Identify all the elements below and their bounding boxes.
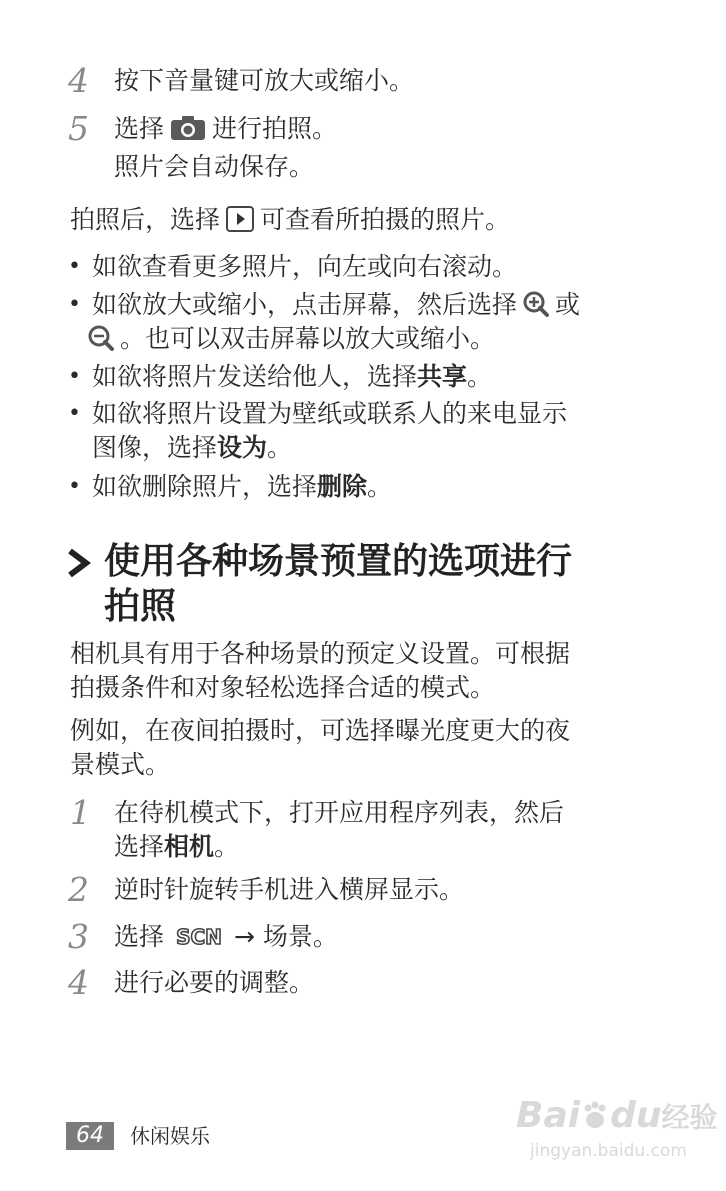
step-text (114, 112, 337, 150)
watermark-brand-suffix: du (610, 1095, 662, 1136)
watermark-logo (516, 1096, 718, 1138)
paragraph: 相机具有用于各种场景的预定义设置。可根据 (70, 639, 571, 668)
step-text-line2 (114, 830, 239, 864)
step-text-pre: 选择 (114, 114, 165, 143)
step-number: 4 (68, 963, 89, 1002)
step-text-pre: 选择 (114, 922, 165, 951)
bullet-text-post: 。 (367, 472, 393, 501)
paragraph: 例如，在夜间拍摄时，可选择曝光度更大的夜 (70, 716, 571, 745)
bullet-dot: • (68, 364, 81, 389)
bullet-text-pre: 如欲放大或缩小，点击屏幕，然后选择 (92, 290, 518, 319)
scn-mode-icon-label: SCN (176, 925, 222, 948)
paragraph: 拍摄条件和对象轻松选择合适的模式。 (70, 673, 496, 702)
watermark-brand-cn: 经验 (661, 1101, 718, 1134)
bullet-text: 如欲查看更多照片，向左或向右滚动。 (92, 252, 518, 281)
play-icon (226, 206, 254, 241)
bullet-dot: • (68, 254, 81, 279)
step-text: 逆时针旋转手机进入横屏显示。 (114, 875, 465, 904)
bullet-text (92, 288, 580, 326)
step-text (114, 920, 338, 957)
scn-mode-icon (170, 923, 228, 957)
step-number: 5 (68, 109, 89, 148)
bullet-text-pre: 如欲删除照片，选择 (92, 472, 318, 501)
bullet-text-post: 。 (467, 362, 493, 391)
menu-term: 相机 (164, 832, 215, 861)
step-number: 2 (68, 870, 89, 909)
bullet-dot: • (68, 292, 81, 317)
step-text-post: → 场景。 (234, 922, 338, 951)
step-text-post: 进行拍照。 (212, 114, 338, 143)
zoom-out-icon (88, 325, 114, 360)
zoom-in-icon (523, 291, 549, 326)
step-text: 在待机模式下，打开应用程序列表，然后 (114, 798, 565, 827)
bullet-text (92, 470, 392, 504)
menu-term: 共享 (417, 362, 468, 391)
bullet-text-line2 (92, 431, 292, 465)
step-number: 3 (68, 917, 89, 956)
step-text-post: 。 (214, 832, 240, 861)
chapter-title: 休闲娱乐 (130, 1124, 210, 1148)
step-text-pre: 选择 (114, 832, 165, 861)
bullet-text-pre: 图像，选择 (92, 433, 218, 462)
step-number: 1 (70, 793, 91, 832)
bullet-text-post: 。 (267, 433, 293, 462)
paragraph (70, 203, 510, 241)
paw-icon (580, 1095, 610, 1136)
page-number: 64 (66, 1122, 114, 1150)
bullet-dot: • (68, 401, 81, 426)
watermark-url: jingyan.baidu.com (530, 1141, 687, 1161)
paragraph-post: 可查看所拍摄的照片。 (260, 205, 511, 234)
step-number: 4 (68, 61, 89, 100)
bullet-text (92, 360, 492, 394)
paragraph-pre: 拍照后，选择 (70, 205, 221, 234)
bullet-text-line2 (88, 322, 495, 360)
bullet-text: 如欲将照片设置为壁纸或联系人的来电显示 (92, 399, 568, 428)
camera-icon (170, 115, 206, 150)
menu-term: 设为 (217, 433, 268, 462)
chevron-right-icon (66, 548, 92, 582)
menu-term: 删除 (317, 472, 368, 501)
bullet-text-continued: 。也可以双击屏幕以放大或缩小。 (120, 324, 496, 353)
paragraph: 景模式。 (70, 750, 171, 779)
bullet-text-or: 或 (555, 290, 581, 319)
bullet-text-pre: 如欲将照片发送给他人，选择 (92, 362, 418, 391)
step-text: 按下音量键可放大或缩小。 (114, 66, 415, 95)
section-title-line2: 拍照 (104, 586, 177, 627)
bullet-dot: • (68, 474, 81, 499)
step-subtext: 照片会自动保存。 (114, 152, 315, 181)
watermark-brand: Bai (516, 1095, 581, 1136)
section-title: 使用各种场景预置的选项进行 (104, 541, 573, 582)
step-text: 进行必要的调整。 (114, 968, 315, 997)
